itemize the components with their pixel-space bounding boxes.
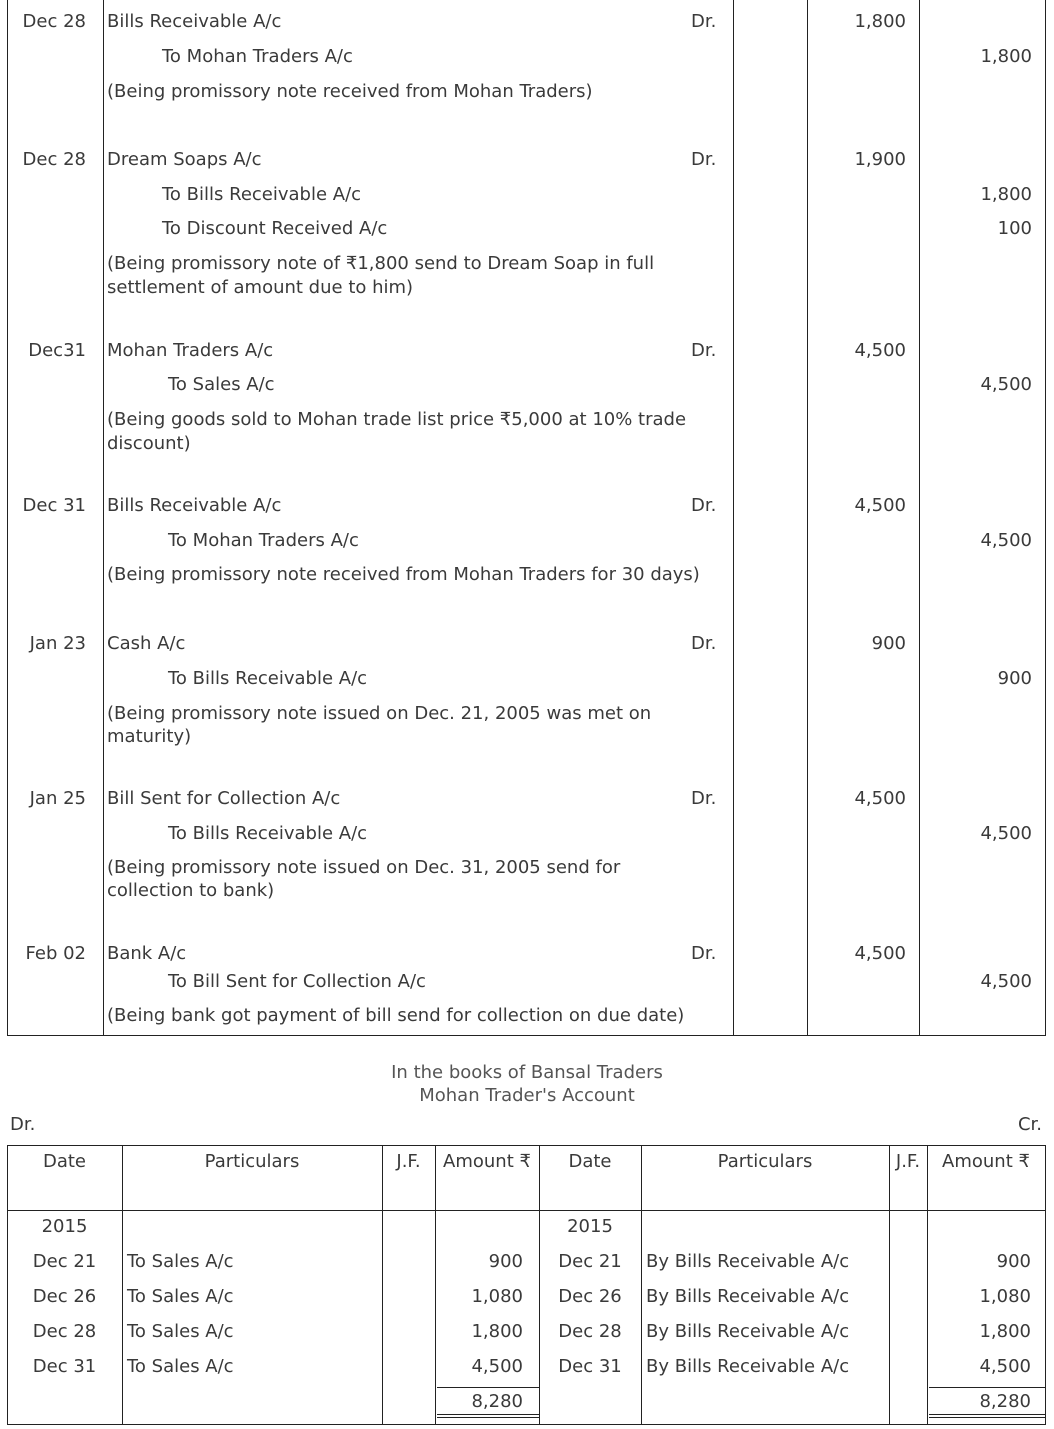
year-credit: 2015 <box>567 1216 613 1237</box>
credit-amount: 1,800 <box>980 184 1032 205</box>
credit-amount: 100 <box>997 218 1032 239</box>
entry-date: Dec 28 <box>22 11 86 32</box>
debit-amount: 4,500 <box>854 943 906 964</box>
debit-amount: 4,500 <box>854 340 906 361</box>
entry-date: Dec 28 <box>22 149 86 170</box>
debit-account: Dream Soaps A/c <box>107 149 262 170</box>
header-amount-credit: Amount ₹ <box>942 1151 1030 1172</box>
dr-label: Dr. <box>691 11 717 32</box>
credit-account: To Bills Receivable A/c <box>162 184 362 205</box>
row-amount: 1,080 <box>979 1286 1031 1307</box>
row-date: Dec 28 <box>558 1321 622 1342</box>
debit-account: Mohan Traders A/c <box>107 340 274 361</box>
dr-label: Dr. <box>691 633 717 654</box>
header-particulars-debit: Particulars <box>204 1151 300 1172</box>
entry-date: Jan 25 <box>29 788 86 809</box>
debit-amount: 1,900 <box>854 149 906 170</box>
credit-amount: 4,500 <box>980 530 1032 551</box>
row-particulars: By Bills Receivable A/c <box>646 1251 850 1272</box>
ledger-heading-books: In the books of Bansal Traders <box>391 1062 663 1083</box>
debit-amount: 900 <box>871 633 906 654</box>
row-amount: 1,080 <box>471 1286 523 1307</box>
ledger-border-bottom <box>7 1424 1046 1425</box>
dr-label: Dr. <box>691 943 717 964</box>
journal-col-divider-lf <box>807 0 808 1036</box>
credit-amount: 900 <box>997 668 1032 689</box>
row-amount: 4,500 <box>471 1356 523 1377</box>
total-rule-credit <box>929 1387 1045 1388</box>
row-particulars: To Sales A/c <box>127 1321 234 1342</box>
row-amount: 1,800 <box>979 1321 1031 1342</box>
dr-label: Dr. <box>691 340 717 361</box>
total-double-rule-credit <box>929 1417 1045 1418</box>
ledger-header-divider <box>7 1210 1046 1211</box>
narration: (Being promissory note of ₹1,800 send to Dream Soap in full <box>107 253 655 274</box>
row-particulars: By Bills Receivable A/c <box>646 1356 850 1377</box>
row-date: Dec 26 <box>32 1286 97 1307</box>
credit-account: To Mohan Traders A/c <box>168 530 359 551</box>
credit-account: To Mohan Traders A/c <box>162 46 353 67</box>
row-particulars: To Sales A/c <box>127 1286 234 1307</box>
ledger-border-right <box>1045 1145 1046 1425</box>
credit-account: To Bills Receivable A/c <box>168 823 368 844</box>
cr-side-label: Cr. <box>1017 1114 1042 1135</box>
entry-date: Feb 02 <box>25 943 86 964</box>
total-credit: 8,280 <box>979 1391 1031 1412</box>
row-date: Dec 28 <box>32 1321 97 1342</box>
total-double-rule-debit <box>437 1414 539 1415</box>
narration: (Being promissory note issued on Dec. 31, 2005 send for <box>107 857 621 878</box>
journal-col-divider-debit <box>919 0 920 1036</box>
journal-col-divider-particulars <box>733 0 734 1036</box>
header-date-debit: Date <box>42 1151 87 1172</box>
header-amount-debit: Amount ₹ <box>443 1151 531 1172</box>
row-particulars: To Sales A/c <box>127 1251 234 1272</box>
dr-label: Dr. <box>691 149 717 170</box>
ledger-heading-account: Mohan Trader's Account <box>419 1085 635 1106</box>
row-particulars: To Sales A/c <box>127 1356 234 1377</box>
narration: (Being promissory note received from Mohan Traders) <box>107 81 593 102</box>
header-jf-debit: J.F. <box>396 1151 421 1172</box>
ledger-divider <box>889 1145 890 1425</box>
journal-border-right <box>1045 0 1046 1036</box>
narration: discount) <box>107 433 191 454</box>
narration: maturity) <box>107 726 192 747</box>
narration: collection to bank) <box>107 880 275 901</box>
credit-account: To Sales A/c <box>168 374 275 395</box>
debit-amount: 1,800 <box>854 11 906 32</box>
ledger-divider <box>435 1145 436 1425</box>
row-amount: 900 <box>996 1251 1031 1272</box>
ledger-divider <box>382 1145 383 1425</box>
dr-label: Dr. <box>691 495 717 516</box>
credit-account: To Discount Received A/c <box>162 218 388 239</box>
ledger-divider <box>122 1145 123 1425</box>
credit-amount: 1,800 <box>980 46 1032 67</box>
narration: (Being goods sold to Mohan trade list price ₹5,000 at 10% trade <box>107 409 687 430</box>
debit-account: Bill Sent for Collection A/c <box>107 788 341 809</box>
year-debit: 2015 <box>41 1216 88 1237</box>
narration: (Being promissory note received from Mohan Traders for 30 days) <box>107 564 700 585</box>
dr-side-label: Dr. <box>10 1114 36 1135</box>
row-date: Dec 21 <box>32 1251 97 1272</box>
header-jf-credit: J.F. <box>895 1151 921 1172</box>
journal-col-divider-date <box>103 0 104 1036</box>
debit-account: Cash A/c <box>107 633 186 654</box>
dr-label: Dr. <box>691 788 717 809</box>
credit-amount: 4,500 <box>980 971 1032 992</box>
row-date: Dec 31 <box>558 1356 622 1377</box>
ledger-divider <box>641 1145 642 1425</box>
debit-account: Bank A/c <box>107 943 187 964</box>
entry-date: Jan 23 <box>29 633 86 654</box>
debit-account: Bills Receivable A/c <box>107 11 282 32</box>
row-date: Dec 26 <box>558 1286 622 1307</box>
credit-account: To Bills Receivable A/c <box>168 668 368 689</box>
row-date: Dec 31 <box>32 1356 97 1377</box>
narration: (Being bank got payment of bill send for collection on due date) <box>107 1005 685 1026</box>
total-debit: 8,280 <box>471 1391 523 1412</box>
total-double-rule-credit <box>929 1414 1045 1415</box>
narration: (Being promissory note issued on Dec. 21, 2005 was met on <box>107 703 652 724</box>
entry-date: Dec 31 <box>22 495 86 516</box>
credit-amount: 4,500 <box>980 823 1032 844</box>
journal-border-left <box>7 0 8 1036</box>
credit-amount: 4,500 <box>980 374 1032 395</box>
debit-account: Bills Receivable A/c <box>107 495 282 516</box>
ledger-border-left <box>7 1145 8 1425</box>
ledger-border-top <box>7 1145 1046 1146</box>
header-particulars-credit: Particulars <box>717 1151 813 1172</box>
debit-amount: 4,500 <box>854 788 906 809</box>
row-particulars: By Bills Receivable A/c <box>646 1321 850 1342</box>
header-date-credit: Date <box>568 1151 612 1172</box>
row-particulars: By Bills Receivable A/c <box>646 1286 850 1307</box>
ledger-divider <box>927 1145 928 1425</box>
narration: settlement of amount due to him) <box>107 277 414 298</box>
row-amount: 1,800 <box>471 1321 523 1342</box>
ledger-divider-center <box>539 1145 540 1425</box>
row-date: Dec 21 <box>558 1251 622 1272</box>
credit-account: To Bill Sent for Collection A/c <box>168 971 426 992</box>
journal-border-bottom <box>7 1035 1046 1036</box>
row-amount: 4,500 <box>979 1356 1031 1377</box>
row-amount: 900 <box>488 1251 523 1272</box>
debit-amount: 4,500 <box>854 495 906 516</box>
total-double-rule-debit <box>437 1417 539 1418</box>
entry-date: Dec31 <box>28 340 86 361</box>
total-rule-debit <box>437 1387 539 1388</box>
